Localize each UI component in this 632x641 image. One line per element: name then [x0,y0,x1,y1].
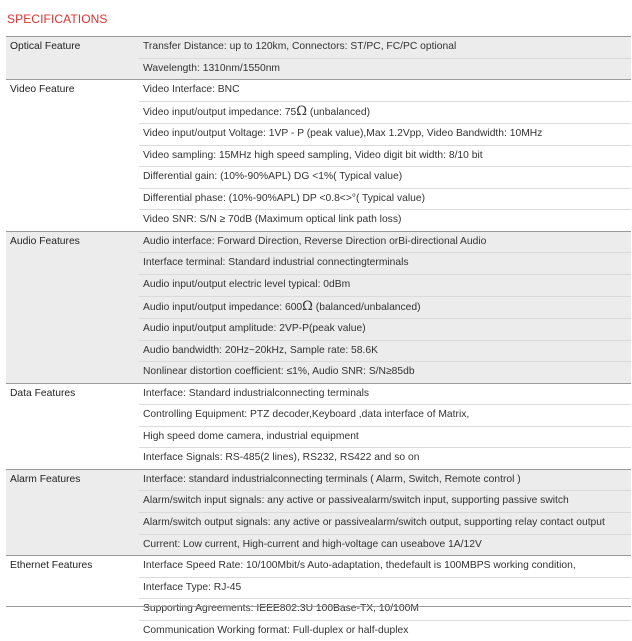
spec-row [6,231,631,253]
spec-value: Controlling Equipment: PTZ decoder,Keyboard ,data interface of Matrix, [139,405,631,427]
spec-group [6,383,631,469]
spec-value: Interface: Standard industrialconnecting terminals [139,383,631,405]
spec-row [6,80,631,102]
spec-value: Interface terminal: Standard industrial connectingterminals [139,253,631,275]
spec-category-label: Optical Feature [6,37,139,80]
spec-value: Supporting Agreements: IEEE802.3U 100Base-TX, 10/100M [139,599,631,621]
spec-row [6,556,631,578]
spec-value: High speed dome camera, industrial equipment [139,426,631,448]
spec-value: Differential gain: (10%-90%APL) DG <1%( Typical value) [139,167,631,189]
spec-value: Audio input/output impedance: 600Ω (balanced/unbalanced) [139,296,631,319]
spec-value: Nonlinear distortion coefficient: ≤1%, Audio SNR: S/N≥85db [143,366,415,378]
spec-value: Video sampling: 15MHz high speed sampling, Video digit bit width: 8/10 bit [139,145,631,167]
spec-value: Video input/output impedance: 75Ω (unbalanced) [139,101,631,124]
spec-row [6,37,631,59]
spec-category-label: Audio Features [6,231,139,383]
spec-group [6,37,631,80]
spec-group [6,80,631,232]
spec-value: Audio input/output electric level typical: 0dBm [139,275,631,297]
spec-value: Current: Low current, High-current and high-voltage can useabove 1A/12V [143,538,482,550]
spec-category-label: Video Feature [6,80,139,232]
spec-value: Differential phase: (10%-90%APL) DP <0.8<>°( Typical value) [139,188,631,210]
spec-value: Video SNR: S/N ≥ 70dB (Maximum optical link path loss) [143,214,402,226]
spec-category-label: Data Features [6,383,139,469]
spec-value: Video input/output Voltage: 1VP - P (peak value),Max 1.2Vpp, Video Bandwidth: 10MHz [139,124,631,146]
spec-group [6,556,631,641]
spec-value: Alarm/switch output signals: any active or passivealarm/switch output, supporting relay contact output [139,513,631,535]
spec-group [6,231,631,383]
spec-value: Transfer Distance: up to 120km, Connectors: ST/PC, FC/PC optional [139,37,631,59]
specifications-table [6,36,631,641]
spec-category-label: Ethernet Features [6,556,139,641]
spec-value: Alarm/switch input signals: any active or passivealarm/switch input, supporting passive switch [139,491,631,513]
spec-category-label: Alarm Features [6,469,139,555]
spec-value: Interface: standard industrialconnecting terminals ( Alarm, Switch, Remote control ) [139,469,631,491]
spec-value: Communication Working format: Full-duplex or half-duplex [143,624,409,636]
spec-value: Wavelength: 1310nm/1550nm [143,62,280,74]
spec-value: Interface Signals: RS-485(2 lines), RS232, RS422 and so on [143,452,420,464]
spec-row [6,469,631,491]
spec-value: Interface Type: RJ-45 [139,577,631,599]
table-bottom-divider [6,606,631,607]
spec-group [6,469,631,555]
spec-value: Interface Speed Rate: 10/100Mbit/s Auto-adaptation, thedefault is 100MBPS working condition, [139,556,631,578]
spec-row [6,383,631,405]
spec-value: Audio bandwidth: 20Hz~20kHz, Sample rate: 58.6K [139,340,631,362]
spec-value: Audio input/output amplitude: 2VP-P(peak value) [139,319,631,341]
page-title: SPECIFICATIONS [7,12,108,26]
spec-value: Audio interface: Forward Direction, Reverse Direction orBi-directional Audio [139,231,631,253]
spec-value: Video Interface: BNC [139,80,631,102]
